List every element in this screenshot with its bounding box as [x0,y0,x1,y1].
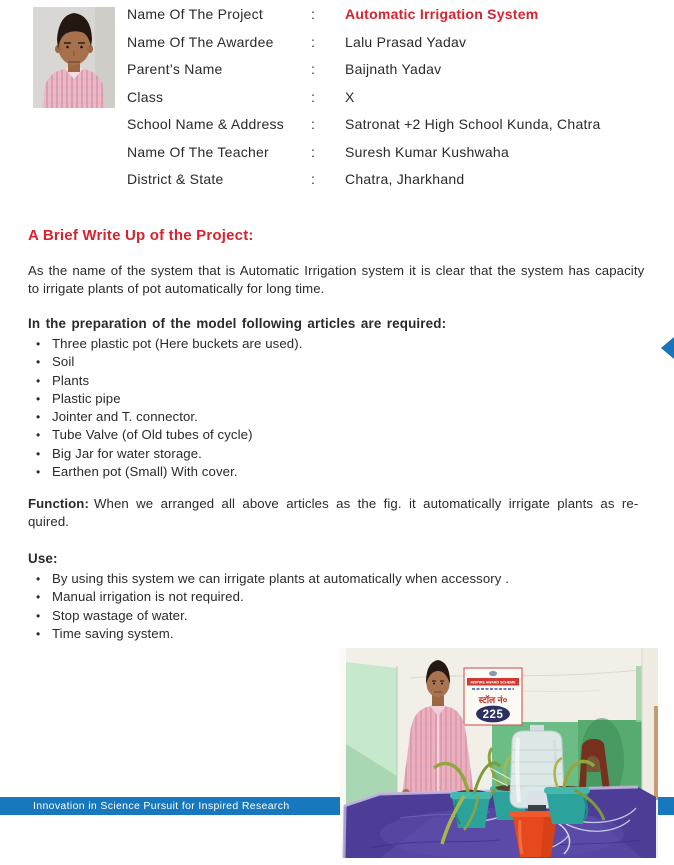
info-value: Satronat +2 High School Kunda, Chatra [345,116,601,132]
info-colon: : [311,61,316,77]
info-row [127,34,466,50]
use-list [36,570,509,643]
use-heading: Use: [28,551,58,566]
list-item: • Earthen pot (Small) With cover. [36,463,302,481]
paragraph-line: As the name of the system that is Automatic Irrigation system it is clear that the system has capacity [28,263,645,278]
list-item: • Tube Valve (of Old tubes of cycle) [36,426,302,444]
info-value: Lalu Prasad Yadav [345,33,467,50]
exhibit-photo [340,648,658,858]
info-value: Baijnath Yadav [345,61,442,77]
bullet: • [36,572,41,586]
info-label: Name Of The Project [127,6,263,22]
articles-heading: In the preparation of the model following articles are required: [28,316,447,331]
stall-sign [464,668,522,725]
paragraph-line: quired. [28,514,70,530]
info-value-project: Automatic Irrigation System [345,6,539,22]
info-row [127,89,355,105]
info-colon: : [311,143,316,160]
info-value: X [345,88,355,105]
list-item: • Soil [36,353,302,371]
info-colon: : [311,88,316,105]
bullet: • [36,337,41,351]
list-item: • Three plastic pot (Here buckets are used). [36,335,302,353]
bullet: • [36,373,41,388]
info-value: Suresh Kumar Kushwaha [345,143,510,160]
bullet: • [36,590,41,605]
function-label: Function: [28,496,89,511]
brief-heading: A Brief Write Up of the Project: [28,227,254,244]
info-label: Class [127,88,164,105]
sign-stall-number: 225 [482,709,504,721]
bullet: • [36,626,41,641]
bullet: • [36,391,41,406]
info-row [127,171,464,187]
list-item: • Manual irrigation is not required. [36,588,509,606]
bullet: • [36,446,41,461]
sign-scheme-text: INSPIRE AWARD SCHEME [470,680,516,685]
footer-banner-right [658,797,674,815]
bullet: • [36,355,41,370]
info-value: Chatra, Jharkhand [345,171,465,187]
banner-text: Innovation in Science Pursuit for Inspired Research [33,800,290,812]
bullet: • [36,608,41,623]
footer-banner [0,797,340,815]
sign-stall-label: स्टॉल नं० [478,695,508,705]
bullet: • [36,428,41,443]
info-row [127,6,538,22]
bullet: • [36,410,41,425]
articles-list [36,335,302,481]
awardee-photo [33,7,115,108]
info-colon: : [311,33,316,50]
list-item: • Plants [36,372,302,390]
info-row [127,116,601,132]
info-label: Parent’s Name [127,61,223,77]
paragraph-line: Function: When we arranged all above articles as the fig. it automatically irrigate plants as re- [28,496,639,511]
info-label: District & State [127,171,224,187]
info-label: School Name & Address [127,116,284,132]
info-colon: : [311,116,316,132]
bullet: • [36,465,41,480]
list-item: • Stop wastage of water. [36,607,509,625]
info-row [127,144,509,160]
info-row [127,61,441,77]
function-paragraph [28,495,660,532]
list-item: • Jointer and T. connector. [36,408,302,426]
info-colon: : [311,171,316,187]
page-marker-arrow-icon [661,337,674,359]
info-colon: : [311,6,316,22]
brief-paragraph [28,262,660,299]
info-label: Name Of The Teacher [127,143,269,160]
paragraph-line: to irrigate plants of pot automatically for long time. [28,281,325,297]
info-label: Name Of The Awardee [127,33,274,50]
list-item: • Plastic pipe [36,390,302,408]
list-item: • By using this system we can irrigate plants at automatically when accessory . [36,570,509,588]
list-item: • Big Jar for water storage. [36,445,302,463]
sign-logo [489,671,497,676]
list-item: • Time saving system. [36,625,509,643]
